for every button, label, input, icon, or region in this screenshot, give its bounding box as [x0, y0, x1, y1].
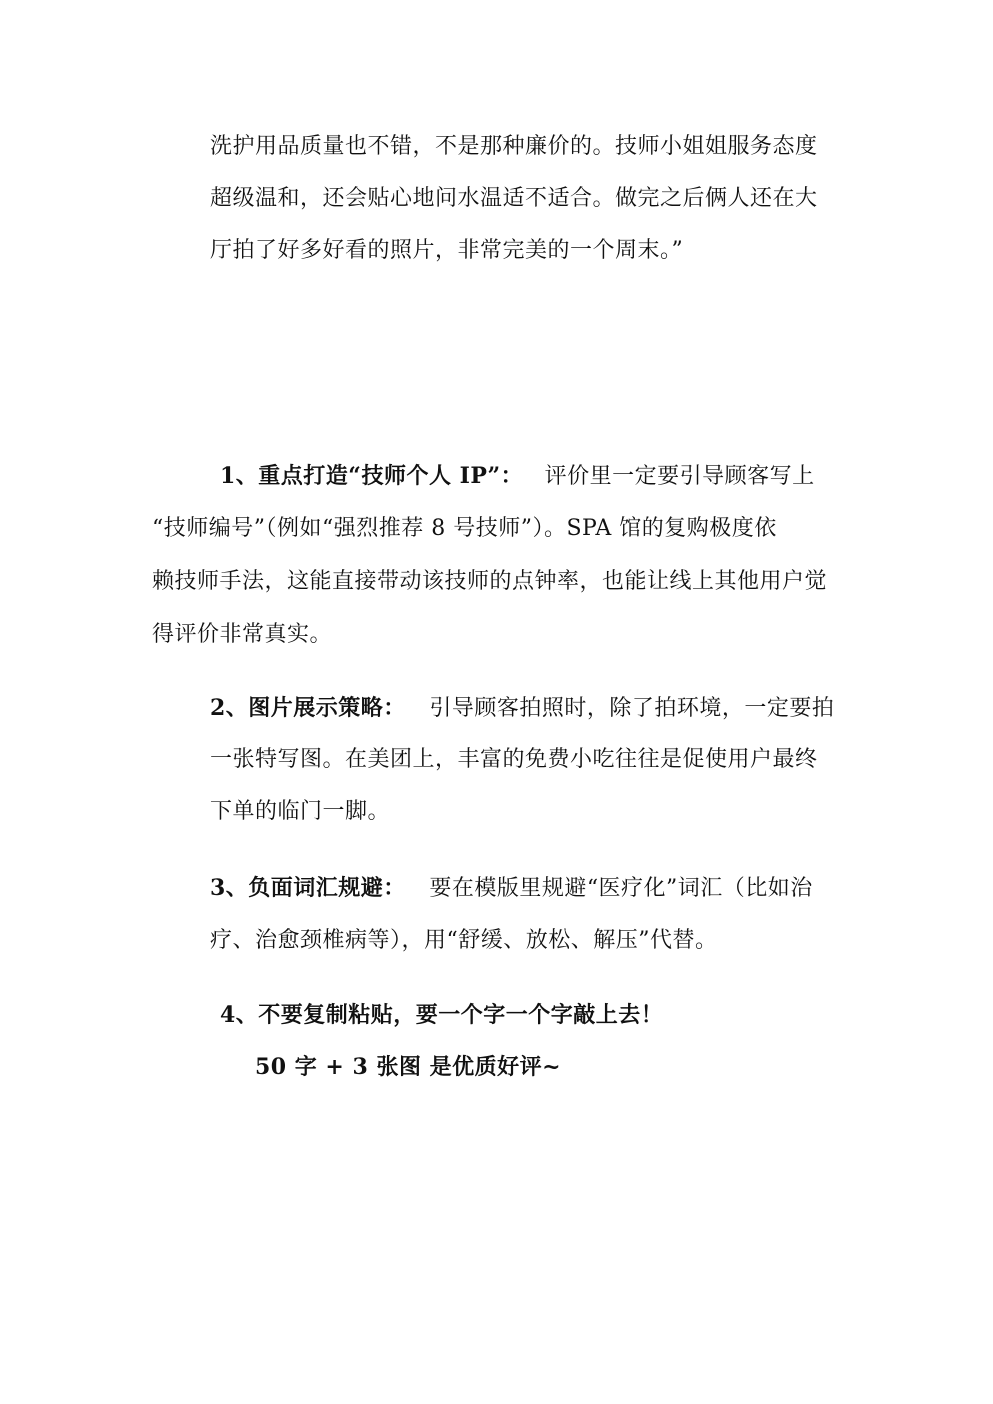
tip1-line-3: 赖技师手法，这能直接带动该技师的点钟率，也能让线上其他用户觉 [152, 569, 828, 594]
tip4-heading: 4、不要复制粘贴，要一个字一个字敲上去！ [220, 1002, 664, 1028]
tip3-heading: 3、负面词汇规避： [210, 875, 406, 901]
tip1-first-line [220, 461, 815, 492]
tip1-line-4: 得评价非常真实。 [152, 622, 333, 647]
tip3-text: 要在模版里规避“医疗化”词汇（比如治 [429, 876, 813, 901]
tip3-line-2: 疗、治愈颈椎病等），用“舒缓、放松、解压”代替。 [210, 928, 718, 953]
tip1-text: 评价里一定要引导顾客写上 [544, 464, 815, 489]
tip4-note: 50 字 + 3 张图 是优质好评~ [255, 1054, 562, 1080]
tip3-first-line [210, 873, 813, 904]
tip2-line-3: 下单的临门一脚。 [210, 799, 391, 824]
quote-line-2: 超级温和，还会贴心地问水温适不适合。做完之后俩人还在大 [210, 186, 818, 211]
quote-line-3: 厅拍了好多好看的照片，非常完美的一个周末。” [210, 238, 684, 263]
tip1-heading: 1、重点打造“技师个人 IP”： [220, 463, 524, 489]
tip2-first-line [210, 693, 834, 724]
tip2-heading: 2、图片展示策略： [210, 695, 406, 721]
quote-line-1: 洗护用品质量也不错，不是那种廉价的。技师小姐姐服务态度 [210, 134, 818, 159]
tip2-line-2: 一张特写图。在美团上，丰富的免费小吃往往是促使用户最终 [210, 747, 818, 772]
tip2-text: 引导顾客拍照时，除了拍环境，一定要拍 [429, 696, 835, 721]
tip1-line-2: “技师编号”（例如“强烈推荐 8 号技师”）。SPA 馆的复购极度依 [152, 516, 777, 541]
